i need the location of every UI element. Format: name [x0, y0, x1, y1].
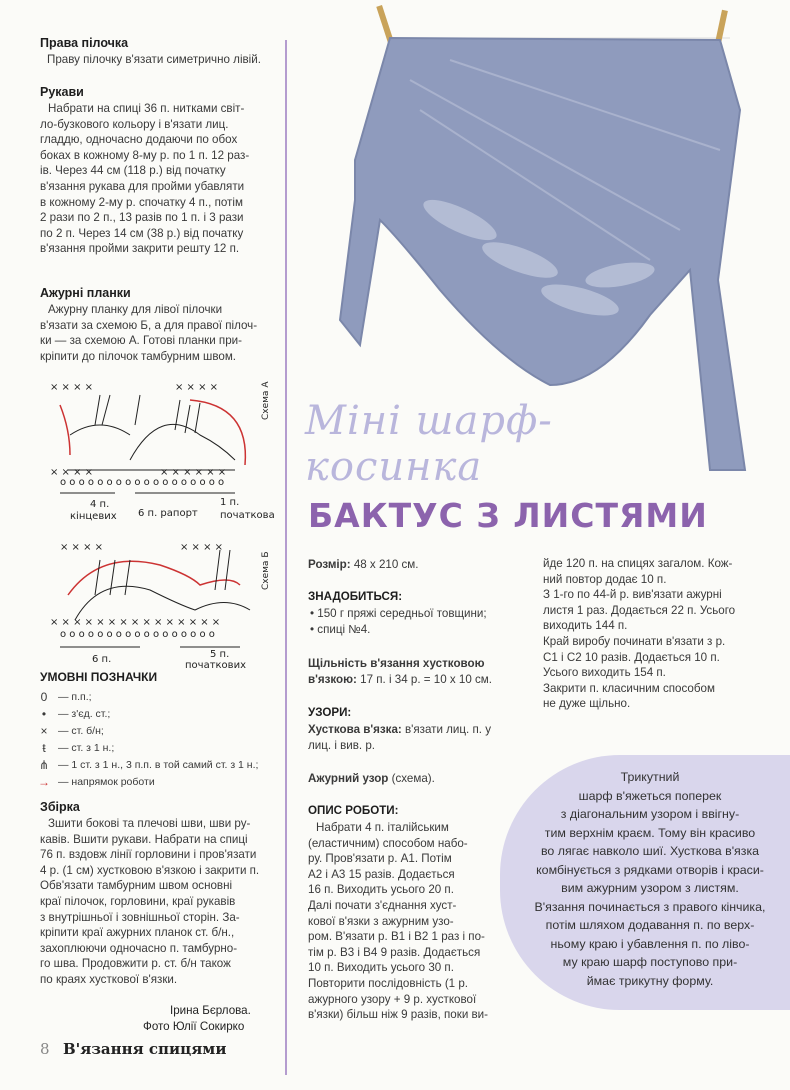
svg-text:o o o o o o o o o o o o o o o: o o o o o o o o o o o o o o o o o [60, 629, 215, 640]
rightcol-line: Усього виходить 154 п. [543, 666, 666, 680]
znadobytsia-list [310, 606, 487, 637]
legend-symbol-icon: × [40, 723, 48, 738]
rukavy-text [40, 101, 272, 257]
main-title: БАКТУС З ЛИСТЯМИ [308, 496, 708, 535]
legend-item [30, 773, 280, 790]
schema-a-l1b: кінцевих [70, 511, 117, 522]
svg-text:o o o o o o o o o o o o o o o: o o o o o o o o o o o o o o o o o o [60, 477, 225, 488]
opys-line: тім р. В3 і В4 9 разів. Додається [308, 945, 481, 959]
legend-item [30, 739, 280, 756]
zbirka-line: 4 р. (1 см) хустковою в'язкою і закрити п. [40, 863, 260, 877]
schema-a-l2: 6 п. рапорт [138, 508, 198, 519]
legend-text: — ст. з 1 н.; [58, 741, 115, 754]
svg-text:× × × × × ×: × × × × × × [160, 467, 227, 478]
schema-b-l2: 5 п. [210, 649, 230, 660]
callout-line: комбінується з рядками отворів і краси- [536, 862, 764, 877]
column-divider [285, 40, 287, 1075]
callout-line: во лягає навколо шиї. Хусткова в'язка [540, 844, 760, 858]
callout-line: ньому краю і убавлення п. по ліво- [550, 936, 750, 951]
opys-line: ру. Пров'язати р. А1. Потім [308, 852, 452, 866]
opys-line: 10 п. Виходить усього 30 п. [308, 961, 454, 975]
azhurni-line: в'язати за схемою Б, а для правої пілоч- [40, 318, 258, 332]
author: Ірина Бєрлова. [170, 1004, 251, 1017]
zbirka-line: з внутрішньої і зовнішньої сторін. За- [40, 910, 240, 924]
rightcol-line: листя 1 раз. Додається 22 п. Усього [543, 603, 736, 617]
legend-item [30, 705, 280, 722]
znadobytsia-heading: ЗНАДОБИТЬСЯ: [308, 590, 403, 603]
azhurnyi-label: Ажурний узор [308, 772, 389, 785]
opys-line: (еластичним) способом набо- [308, 836, 468, 850]
azhurni-line: ки — за схемою А. Готові планки при- [40, 334, 242, 348]
rozmir-label: Розмір: [308, 558, 351, 571]
azhurni-text [40, 302, 272, 364]
opys-line: А2 і А3 15 разів. Додається [308, 867, 455, 881]
opys-line: 16 п. Виходить усього 20 п. [308, 883, 454, 897]
zbirka-line: краї пілочок, горловини, краї рукавів [40, 894, 236, 908]
schema-b-l2b: початкових [185, 660, 246, 670]
khustkova-value-2: лиц. і вив. р. [308, 738, 376, 752]
zbirka-line: Обв'язати тамбурним швом основні [40, 879, 233, 893]
opys-line: в'язки) більш ніж 9 разів, поки ви- [308, 1008, 489, 1022]
callout-line: тим верхнім краєм. Тому він красиво [544, 825, 756, 840]
azhurni-heading: Ажурні планки [40, 286, 131, 300]
rukavy-line: Набрати на спиці 36 п. нитками світ- [48, 102, 245, 115]
rukavy-line: гладдю, одночасно додаючи по обох [40, 133, 238, 147]
schema-a-l1: 4 п. [90, 499, 110, 510]
azhurnyi-value: (схема). [388, 772, 435, 785]
callout-line: потім шляхом додавання п. по верх- [545, 918, 755, 932]
callout-line: му краю шарф поступово при- [562, 955, 738, 969]
rukavy-line: боках в кожному 8-му р. по 1 п. 12 раз- [40, 148, 250, 162]
khustkova-label: Хусткова в'язка: [308, 723, 402, 736]
callout-line: ймає трикутну форму. [586, 973, 714, 988]
legend-item [30, 688, 280, 705]
schema-b-l1: 6 п. [92, 654, 112, 665]
legend-text: — з'єд. ст.; [58, 707, 111, 720]
zbirka-line: Зшити бокові та плечові шви, шви ру- [48, 817, 251, 830]
schema-a-diagram [40, 375, 280, 525]
schema-a-l3: 1 п. [220, 497, 240, 508]
svg-text:× × × ×: × × × × [50, 382, 94, 393]
magazine-title: В'язання спицями [63, 1040, 227, 1058]
page-number: 8 [40, 1040, 50, 1058]
callout-text [520, 768, 780, 990]
uzory-heading: УЗОРИ: [308, 706, 352, 719]
rightcol-line: ний повтор додає 10 п. [543, 572, 667, 586]
callout-line: Трикутний [620, 770, 680, 784]
shchilnist-label-1: Щільність в'язання хустковою [308, 657, 485, 670]
zbirka-line: го шва. Продовжити р. ст. б/н також [40, 957, 231, 971]
prava-pilochka-heading: Права пілочка [40, 36, 129, 50]
schema-a-l3b: початкова [220, 510, 275, 521]
legend-heading: УМОВНІ ПОЗНАЧКИ [40, 670, 158, 684]
callout-line: шарф в'яжеться поперек [578, 788, 722, 803]
legend-text: — п.п.; [58, 690, 92, 703]
legend-symbol-icon: ⋔ [38, 757, 50, 772]
prava-pilochka-text: Праву пілочку в'язати симетрично лівій. [47, 53, 261, 66]
rukavy-line: в кожному 2-му р. спочатку 4 п., потім [40, 195, 243, 209]
zbirka-line: кріпити краї ажурних планок ст. б/н., [40, 926, 235, 940]
zbirka-text [40, 816, 272, 988]
opys-line: Далі почати з'єднання хуст- [308, 898, 457, 912]
zbirka-line: кавів. Вшити рукави. Набрати на спиці [40, 832, 248, 846]
legend-item [30, 722, 280, 739]
rukavy-line: в'язання рукава для пройми убавляти [40, 179, 245, 193]
schema-b-diagram [40, 535, 280, 670]
script-title: Міні шарф-косинка [305, 398, 553, 490]
svg-text:× × × ×: × × × × [60, 542, 104, 553]
legend-symbol-icon: ŧ [42, 740, 46, 755]
rightcol-line: Край виробу починати в'язати з р. [543, 634, 726, 648]
khustkova-value-1: в'язати лиц. п. у [401, 723, 491, 736]
svg-text:× × × ×: × × × × [175, 382, 219, 393]
legend-list [30, 688, 280, 790]
azhurni-line: Ажурну планку для лівої пілочки [48, 303, 223, 316]
right-text [543, 556, 768, 712]
opys-line: Повторити послідовність (1 р. [308, 976, 469, 990]
shchilnist-label-2: в'язкою: [308, 672, 357, 686]
callout-line: з діагональним узором і ввігну- [560, 807, 740, 821]
legend-item [30, 756, 280, 773]
opys-line: кової в'язки з ажурним узо- [308, 914, 454, 928]
opys-line: Набрати 4 п. італійським [316, 821, 449, 834]
rukavy-line: по 2 п. Через 14 см (38 р.) від початку [40, 226, 244, 240]
rozmir-value: 48 х 210 см. [350, 558, 419, 571]
svg-text:× × × ×: × × × × [50, 467, 94, 478]
rightcol-line: не дуже щільно. [543, 697, 631, 711]
rightcol-line: йде 120 п. на спицях загалом. Кож- [543, 557, 733, 570]
opys-line: ром. В'язати р. В1 і В2 1 раз і по- [308, 930, 485, 944]
photo-credit: Фото Юлії Сокирко [143, 1020, 245, 1033]
rukavy-line: 2 рази по 2 п., 13 разів по 1 п. і 3 рази [40, 211, 244, 225]
opys-text [308, 820, 523, 1023]
rightcol-line: З 1-го по 44-й р. вив'язати ажурні [543, 588, 722, 602]
rukavy-line: в'язання пройми закрити решту 12 п. [40, 242, 240, 256]
zbirka-line: 76 п. вздовж лінії горловини і пров'язати [40, 848, 257, 862]
legend-text: — ст. б/н; [58, 724, 104, 737]
azhurni-line: кріпити до пілочок тамбурним швом. [40, 349, 237, 363]
legend-text: — напрямок роботи [58, 775, 155, 788]
rukavy-heading: Рукави [40, 85, 84, 99]
legend-symbol-icon: → [38, 774, 50, 789]
svg-text:× × × × × × × × × × × × × × ×: × × × × × × × × × × × × × × × [50, 617, 221, 628]
schema-b-label: Схема Б [261, 551, 271, 590]
svg-text:× × × ×: × × × × [180, 542, 224, 553]
khustkova [308, 722, 491, 753]
znadob-line: • 150 г пряжі середньої товщини; [310, 607, 487, 620]
opys-line: ажурного узору + 9 р. хусткової [308, 992, 477, 1006]
legend-symbol-icon: • [41, 706, 47, 721]
zbirka-line: захоплюючи одночасно п. тамбурно- [40, 941, 238, 955]
azhurnyi [308, 771, 435, 787]
zbirka-line: по краях хусткової в'язки. [40, 972, 178, 986]
znadob-line: • спиці №4. [310, 622, 371, 636]
legend-text: — 1 ст. з 1 н., 3 п.п. в той самий ст. з 1 н.; [58, 758, 259, 771]
rukavy-line: ло-бузкового кольору і в'язати лиц. [40, 117, 229, 131]
zbirka-heading: Збірка [40, 800, 80, 814]
rightcol-line: С1 і С2 10 разів. Додається 10 п. [543, 650, 720, 664]
legend-symbol-icon: 0 [40, 689, 48, 704]
shchilnist [308, 656, 492, 687]
shchilnist-value: 17 п. і 34 р. = 10 х 10 см. [356, 672, 493, 686]
rightcol-line: Закрити п. класичним способом [543, 681, 715, 695]
schema-a-label: Схема А [261, 381, 271, 420]
opys-heading: ОПИС РОБОТИ: [308, 804, 399, 817]
rozmir [308, 557, 419, 573]
rightcol-line: виходить 144 п. [543, 619, 628, 633]
rukavy-line: ів. Через 44 см (118 р.) від початку [40, 164, 226, 178]
callout-line: вим ажурним узором з листям. [561, 881, 739, 895]
callout-line: В'язання починається з правого кінчика, [534, 899, 766, 914]
